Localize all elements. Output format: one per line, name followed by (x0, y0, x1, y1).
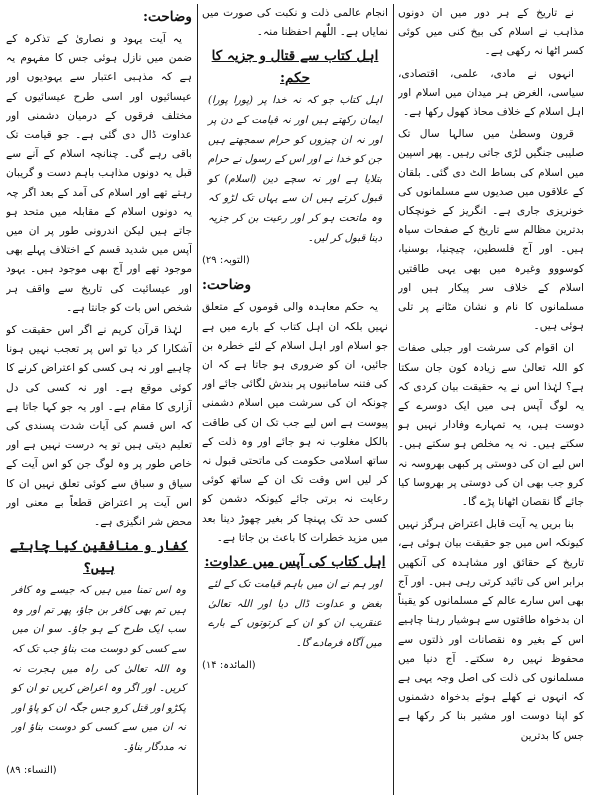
column-right (398, 4, 584, 795)
column-divider (197, 4, 198, 795)
quran-quote: اور ہم نے ان میں باہم قیامت تک کے لئے بغض و عداوت ڈال دیا اور اللہ تعالیٰ عنقریب ان کو ان کے کرتوتوں کے بارے میں آگاہ فرمادے گا۔ (208, 579, 382, 649)
section-heading: کفار و منافقین کیا چاہتے ہیں؟ (9, 538, 189, 577)
quran-quote: وہ اس تمنا میں ہیں کہ جیسے وہ کافر ہیں تم بھی کافر بن جاؤ، پھر تم اور وہ سب ایک طرح کے ہو جاؤ۔ سو ان میں سے کسی کو دوست مت بناؤ جب تک کہ وہ اللہ تعالیٰ کی راہ میں ہجرت نہ کریں۔ اور اگر وہ اعراض کریں تو ان کو پکڑو اور قتل کرو جس جگہ ان کو پاؤ اور نہ ان میں سے کسی کو دوست بناؤ اور نہ مددگار بناؤ۔ (12, 585, 186, 754)
section-heading: وضاحت: (142, 9, 192, 25)
column-middle (202, 4, 388, 795)
section-heading: وضاحت: (202, 277, 252, 294)
paragraph: یہ آیت یہود و نصاریٰ کے تذکرہ کے ضمن میں نازل ہوئی جس کا مفہوم یہ ہے کہ مذہبی اعتبار سے یہودیوں اور عیسائیوں اور اسی طرح عیسائیوں کے مختلف فرقوں کے درمیان دشمنی اور عداوت ڈال دی گئی ہے۔ جو قیامت تک باقی رہے گی۔ چنانچہ اسلام کے آنے سے قبل یہ دونوں مذاہب باہم دست و گریبان رہتے تھے اور اسلام کی آمد کے بعد اگر چہ یہ دونوں اسلام کے مقابلہ میں متحد ہو جاتے ہیں لیکن اندرونی طور پر ان میں آپس میں شدید قسم کے اختلاف پہلے بھی موجود تھے اور آج بھی موجود ہیں۔ یہود اور عیسائیت کی تاریخ سے واقف ہر شخص اس بات کو جانتا ہے۔ (6, 33, 192, 314)
intro-text: انجام عالمی ذلت و نکبت کی صورت میں نمایاں ہے۔ اللّٰھم احفظنا منہ۔ (202, 7, 388, 39)
column-left (6, 4, 192, 795)
verse-reference: (التوبہ: ۲۹) (202, 255, 250, 267)
verse-reference: (المائدہ: ۱۴) (202, 660, 256, 672)
paragraph: لہٰذا قرآن کریم نے اگر اس حقیقت کو آشکارا کر دیا تو اس پر تعجب نہیں ہونا چاہیے اور نہ ہی کسی کو اعتراض کرنے کا کوئی موقع ہے۔ اور نہ کسی کی دل آزاری کا مقام ہے۔ اور یہ جو کہا جاتا ہے کہ اس قسم کی آیات شدت پسندی کی تعلیم دیتی ہیں تو یہ درست نہیں ہے اور خاص طور پر وہ لوگ جن کو اس آیت کے سیاق و سباق سے کوئی تعلق نہیں ان کا اس آیت پر اعتراض قطعاً بے معنی اور محض شر انگیزی ہے۔ (6, 324, 192, 529)
quran-quote: اہل کتاب جو کہ نہ خدا پر (پورا پورا) ایمان رکھتے ہیں اور نہ قیامت کے دن پر اور نہ ان چیزوں کو حرام سمجھتے ہیں جن کو خدا نے اور اس کے رسول نے حرام بتلایا ہے اور نہ سچے دین (اسلام) کو قبول کرتے ہیں ان سے یہاں تک لڑو کہ وہ ماتحت ہو کر اور رعیت بن کر جزیہ دینا قبول کر لیں۔ (208, 95, 382, 244)
page (6, 4, 584, 795)
column-divider (393, 4, 394, 795)
section-heading: اہل کتاب سے قتال و جزیہ کا حکم: (211, 48, 379, 87)
paragraph: انہوں نے مادی، علمی، اقتصادی، سیاسی، الغرض ہر میدان میں اسلام اور اہل اسلام کے خلاف محاذ کھول رکھا ہے۔ (398, 67, 584, 119)
paragraph: نے تاریخ کے ہر دور میں ان دونوں مذاہب نے اسلام کی بیخ کنی میں کوئی کسر اٹھا نہ رکھی ہے۔ (398, 7, 584, 58)
paragraph: بنا بریں یہ آیت قابل اعتراض ہرگز نہیں کیونکہ اس میں جو حقیقت بیان ہوئی ہے، تاریخ کے حقائق اور مشاہدہ کی آنکھیں برابر اس کی تائید کرتی رہی ہیں۔ اور آج بھی اس سارے عالم کے مسلمانوں کو یقیناً ان بدخواہ طاقتوں سے ہوشیار رہنا چاہیے اس کے بغیر وہ نقصانات اور ذلتوں سے محفوظ نہیں رہ سکتے۔ آج دنیا میں مسلمانوں کی ذلت کی اصل وجہ یہی ہے کہ انہوں نے کھلے ہوئے بدخواہ دشمنوں کو اپنا دوست اور مشیر بنا کر رکھا ہے جس کا بدترین (398, 518, 584, 742)
paragraph: ان اقوام کی سرشت اور جبلی صفات کو اللہ تعالیٰ سے زیادہ کون جان سکتا ہے؟ لہٰذا اس نے یہ حقیقت بیان کردی کہ یہ لوگ آپس ہی میں ایک دوسرے کے دوست ہیں، یہ تمہارے وفادار نہیں ہو سکتے ہیں۔ نہ یہ مخلص ہو سکتے ہیں۔ اس لیے ان کی دوستی پر کبھی بھروسہ نہ کرو جب بھی ان کی دوستی پر بھروسا کیا جائے گا نقصان اٹھانا پڑے گا۔ (398, 342, 584, 509)
verse-reference: (النساء: ۸۹) (6, 764, 57, 776)
paragraph: یہ حکم معاہدہ والی قوموں کے متعلق نہیں بلکہ ان اہل کتاب کے بارے میں ہے جو اسلام اور اہل اسلام کے لئے خطرہ بن جائیں، ان کو ضروری ہو جاتا ہے کہ ان کی فتنہ سامانیوں پر بندش لگائی جائے اور چونکہ ان کی سرشت میں اسلام دشمنی پیوست ہے اس لیے جب تک ان کی طاقت بالکل مغلوب نہ ہو جائے اور وہ ذلت کے ساتھ اسلامی حکومت کی ماتحتی قبول نہ کر لیں اس وقت تک ان کے ساتھ کوئی رعایت نہ برتی جائے کیونکہ دشمن کو کسی حد تک پہنچا کر بغیر چھوڑ دینا بعد میں مزید خطرات کا باعث بن جاتا ہے۔ (202, 301, 388, 544)
section-heading: اہل کتاب کی آپس میں عداوت: (204, 554, 386, 570)
paragraph: قرون وسطیٰ میں سالہا سال تک صلیبی جنگیں لڑی جاتی رہیں۔ پھر اسپین میں اسلام کی بساط الٹ دی گئی۔ بلقان کے علاقوں میں صدیوں سے مسلمانوں کی خونریزی جاری ہے۔ انگریز کے خونچکاں بدترین مظالم سے تاریخ کے صفحات سیاہ ہیں۔ اور آج فلسطین، چیچنیا، بوسنیا، کوسووو وغیرہ میں بھی یہی طاقتیں اسلام کے خلاف سر پیکار ہیں اور مسلمانوں کا نام و نشان مٹانے پر تلی ہوئی ہیں۔ (398, 128, 584, 333)
